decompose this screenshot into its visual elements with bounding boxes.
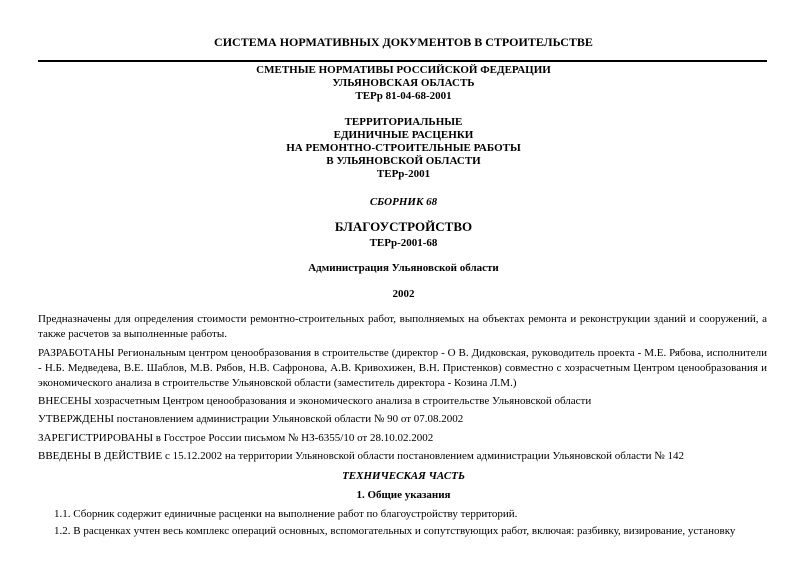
title-line-5: ТЕРр-2001 xyxy=(376,168,431,180)
title-line-2: ЕДИНИЧНЫЕ РАСЦЕНКИ xyxy=(333,129,474,141)
collection-code: ТЕРр-2001-68 xyxy=(369,237,438,249)
registered-paragraph: ЗАРЕГИСТРИРОВАНЫ в Госстрое России письмом № НЗ-6355/10 от 28.10.02.2002 xyxy=(38,432,434,444)
collection-name: БЛАГОУСТРОЙСТВО xyxy=(334,219,473,234)
submitted-paragraph: ВНЕСЕНЫ хозрасчетным Центром ценообразования и экономического анализа в строительстве Ульяновской области xyxy=(38,395,592,407)
norms-code: ТЕРр 81-04-68-2001 xyxy=(355,90,452,102)
approved-paragraph: УТВЕРЖДЕНЫ постановлением администрации Ульяновской области № 90 от 07.08.2002 xyxy=(38,413,464,425)
system-title: СИСТЕМА НОРМАТИВНЫХ ДОКУМЕНТОВ В СТРОИТЕЛЬСТВЕ xyxy=(214,35,593,49)
norms-line-2: УЛЬЯНОВСКАЯ ОБЛАСТЬ xyxy=(332,77,475,89)
title-line-4: В УЛЬЯНОВСКОЙ ОБЛАСТИ xyxy=(326,155,481,167)
item-1-2: 1.2. В расценках учтен весь комплекс операций основных, вспомогательных и сопутствующих работ, включая: разбивку, визирование, установку xyxy=(54,525,736,537)
introduced-paragraph: ВВЕДЕНЫ В ДЕЙСТВИЕ с 15.12.2002 на территории Ульяновской области постановлением администрации Ульяновской области № 142 xyxy=(38,450,685,462)
year: 2002 xyxy=(392,288,415,300)
header-divider xyxy=(38,60,767,62)
norms-line-1: СМЕТНЫЕ НОРМАТИВЫ РОССИЙСКОЙ ФЕДЕРАЦИИ xyxy=(256,64,551,76)
developed-paragraph: РАЗРАБОТАНЫ Региональным центром ценообразования в строительстве (директор - О В. Дидковская, руководитель проекта - М.Е. Рябова, исполнители - Н.Б. Медведева, В.Е. Шаблов, М.В. Рябов, Н.В. Сафронова, А.В. Кривохижен, В.Н. Пристенков) совместно с хозрасчетным Центром ценообразования и экономического анализа в строительстве Ульяновской области (заместитель директора - Козина Л.М.) xyxy=(38,347,767,389)
title-line-3: НА РЕМОНТНО-СТРОИТЕЛЬНЫЕ РАБОТЫ xyxy=(286,142,521,154)
section-heading: 1. Общие указания xyxy=(356,489,451,501)
item-1-1: 1.1. Сборник содержит единичные расценки на выполнение работ по благоустройству территорий. xyxy=(54,508,518,520)
technical-heading: ТЕХНИЧЕСКАЯ ЧАСТЬ xyxy=(342,470,465,482)
administration: Администрация Ульяновской области xyxy=(308,262,499,274)
purpose-paragraph: Предназначены для определения стоимости ремонтно-строительных работ, выполняемых на объектах ремонта и реконструкции зданий и сооружений, а также расчетов за выполненные работы. xyxy=(38,313,767,340)
title-line-1: ТЕРРИТОРИАЛЬНЫЕ xyxy=(344,116,463,128)
collection-number: СБОРНИК 68 xyxy=(369,196,438,208)
